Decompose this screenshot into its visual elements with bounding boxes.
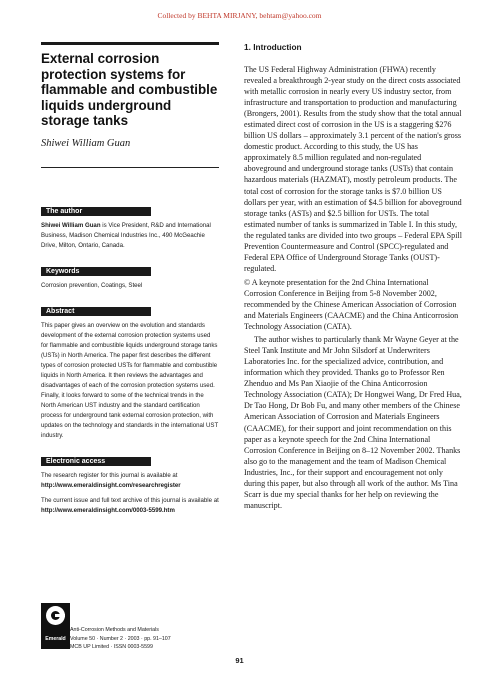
author-section bbox=[41, 200, 219, 251]
abstract-section bbox=[41, 300, 219, 441]
fulltext-link[interactable]: http://www.emeraldinsight.com/0003-5599.htm bbox=[41, 506, 175, 514]
register-label: The research register for this journal is available at bbox=[41, 471, 178, 479]
thanks-paragraph: The author wishes to particularly thank Mr Wayne Geyer at the Steel Tank Institute and Mr John Silsdorf at Underwriters Laboratories Inc. for the specialized advice, contribution, and information which they provided. Thanks go to Professor Ren Zhenduo and Ms Pan Xiaojie of the China Anticorrosion Technology Association (CATA); Dr Hongwei Wang, Dr Fred Hua, Dr Tao Hong, Dr Bob Fu, and many other members of the Chinese American Association of Corrosion and Materials Engineers (CAACME), for their support and joint recommendation on this paper as a keynote speech for the 2nd China International Corrosion Conference in Beijing on 8–12 November 2002. Thanks also go to the management and the team of Madison Chemical Industries, Inc., for their support and encouragement not only during this paper, but also through all work of the author. Ms Tina Scarr is due my special thanks for her help on reviewing the manuscript. bbox=[244, 335, 462, 510]
fulltext-label: The current issue and full text archive of this journal is available at bbox=[41, 496, 219, 504]
page-number: 91 bbox=[235, 656, 244, 665]
footnote-paragraph: © A keynote presentation for the 2nd China International Corrosion Conference in Beijing from 5-8 November 2002, recommended by the Chinese American Association of Corrosion and Materials Engineers (CAACME) and the China Anticorrosion Technology Association (CATA). bbox=[244, 277, 459, 332]
emerald-e-icon bbox=[46, 606, 65, 625]
author-divider bbox=[41, 167, 219, 168]
electronic-access-tag: Electronic access bbox=[41, 457, 151, 466]
abstract-text: This paper gives an overview on the evolution and standards development of the external corrosion protection systems used for flammable and combustible liquids underground storage tanks (USTs) in North America. The paper first describes the different types of corrosion protected USTs for flammable and combustible liquids in North America. It then reviews the advantages and disadvantages of each of the corrosion protection systems used. Finally, it looks forward to some of the technical trends in the North American UST industry and the standard certification process for underground tank external corrosion protection, with updates on the technology and standards in the international UST industry. bbox=[41, 321, 219, 439]
author-bio-name: Shiwei William Guan bbox=[41, 221, 101, 229]
journal-volume: Volume 50 · Number 2 · 2003 · pp. 91–107 bbox=[70, 635, 171, 642]
fulltext-text bbox=[41, 496, 219, 516]
register-link[interactable]: http://www.emeraldinsight.com/researchregister bbox=[41, 481, 181, 489]
article-author: Shiwei William Guan bbox=[41, 137, 131, 149]
author-bio-text: is Vice President, R&D and International Business, Madison Chemical Industries Inc., 490 McGeachie Drive, Milton, Ontario, Canada. bbox=[41, 221, 211, 249]
author-bio bbox=[41, 221, 219, 251]
keywords-text: Corrosion prevention, Coatings, Steel bbox=[41, 281, 143, 289]
keywords-tag: Keywords bbox=[41, 267, 151, 276]
section-heading: 1. Introduction bbox=[244, 42, 302, 52]
emerald-logo-label: Emerald bbox=[45, 636, 66, 642]
intro-paragraph: The US Federal Highway Administration (FHWA) recently revealed a breakthrough 2-year study on the direct costs associated with metallic corrosion in nearly every US industry sector, from infrastructure and transportation to production and manufacturing (Brongers, 2001). Results from the study show that the total annual estimated direct cost of corrosion in the US is a staggering $276 billion US dollars – approximately 3.1 percent of the nation's gross domestic product. According to this study, the US has approximately 8.5 million regulated and non-regulated aboveground and underground storage tanks (USTs) that contain hazardous materials (HAZMAT), mostly petroleum products. The total cost of corrosion for the storage tanks is $7.0 billion US dollars per year, with an estimation of $4.5 billion for aboveground storage tanks (ASTs) and $2.5 billion for USTs. The total estimated number of tanks is summarized in Table I. In this study, the regulated tanks are divided into two groups – Federal EPA Spill Prevention Countermeasure and Control (SPCC)-regulated and Federal EPA Office of Underground Storage Tanks (OUST)-regulated. bbox=[244, 65, 462, 273]
emerald-logo bbox=[41, 603, 70, 649]
journal-info bbox=[70, 626, 230, 652]
electronic-access-section bbox=[41, 450, 219, 516]
collector-note: Collected by BEHTA MIRJANY, behtam@yahoo.com bbox=[157, 11, 322, 20]
author-tag: The author bbox=[41, 207, 151, 216]
register-text bbox=[41, 471, 219, 491]
article-title: External corrosion protection systems for flammable and combustible liquids underground storage tanks bbox=[41, 51, 218, 129]
title-rule bbox=[41, 42, 219, 45]
abstract-tag: Abstract bbox=[41, 307, 151, 316]
journal-publisher: MCB UP Limited · ISSN 0003-5599 bbox=[70, 644, 153, 651]
left-column bbox=[41, 42, 219, 516]
keywords-section bbox=[41, 260, 219, 291]
journal-name: Anti-Corrosion Methods and Materials bbox=[70, 627, 159, 633]
right-column bbox=[244, 42, 462, 511]
